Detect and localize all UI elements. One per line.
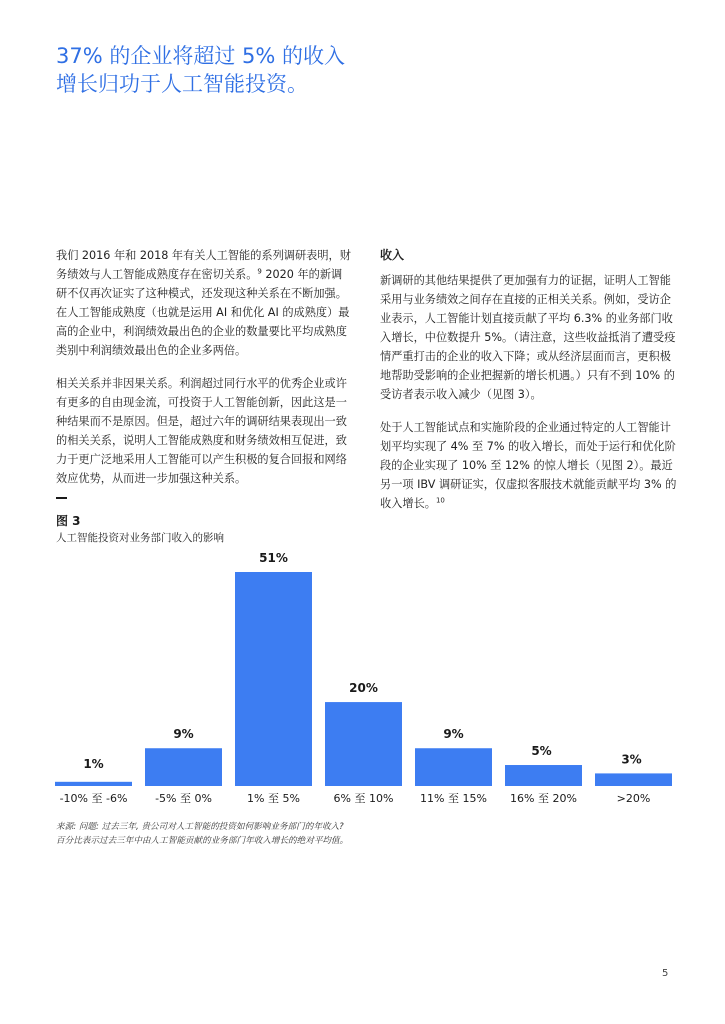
bar-value-label-2: 51% <box>259 551 288 565</box>
bar-0 <box>55 782 132 786</box>
category-label-0: -10% 至 -6% <box>59 792 128 805</box>
bar-value-label-5: 5% <box>531 744 552 759</box>
category-label-4: 11% 至 15% <box>420 792 487 805</box>
right-column <box>380 246 678 527</box>
bar-value-label-3: 20% <box>349 681 378 696</box>
bar-6 <box>595 773 672 786</box>
bar-chart <box>40 540 690 810</box>
left-paragraph-1-text-b: 2020 年的新调研不仅再次证实了这种模式，还发现这种关系在不断加强。在人工智能成熟度（也就是运用 AI 和优化 AI 的成熟度）最高的企业中，利润绩效最出色的企业的数量要比平均成熟度类别中利润绩效最出色的企业多两倍。 <box>56 268 350 357</box>
bar-1 <box>145 748 222 786</box>
right-paragraph-2-text: 处于人工智能试点和实施阶段的企业通过特定的人工智能计划平均实现了 4% 至 7% 的收入增长，而处于运行和优化阶段的企业实现了 10% 至 12% 的惊人增长（见图 2）。最近另一项 IBV 调研证实，仅虚拟客服技术就能贡献平均 3% 的收入增长。 <box>380 421 677 510</box>
category-label-5: 16% 至 20% <box>510 792 577 805</box>
bar-4 <box>415 748 492 786</box>
left-paragraph-1 <box>56 246 352 360</box>
figure-divider <box>56 497 67 499</box>
left-column <box>56 246 352 502</box>
section-heading-revenue: 收入 <box>380 248 405 262</box>
footnote-ref-9: 9 <box>257 267 262 276</box>
figure-label: 图 3 <box>56 514 81 528</box>
category-label-6: >20% <box>616 792 651 805</box>
right-paragraph-1: 新调研的其他结果提供了更加强有力的证据，证明人工智能采用与业务绩效之间存在直接的正相关关系。例如，受访企业表示，人工智能计划直接贡献了平均 6.3% 的业务部门收入增长，中位数提升 5%。（请注意，这些收益抵消了遭受疫情严重打击的企业的收入下降；或从经济层面而言，更积极地帮助受影响的企业把握新的增长机遇。）只有不到 10% 的受访者表示收入减少（见图 3）。 <box>380 274 676 401</box>
page-number: 5 <box>662 968 669 979</box>
title-line-2: 增长归功于人工智能投资。 <box>56 72 308 96</box>
title-line-1: 37% 的企业将超过 5% 的收入 <box>56 44 346 68</box>
source-line-1: 来源: 问题: 过去三年, 贵公司对人工智能的投资如何影响业务部门的年收入? <box>56 822 344 832</box>
category-label-3: 6% 至 10% <box>333 792 394 805</box>
bar-value-label-0: 1% <box>83 756 104 771</box>
source-note <box>56 820 656 848</box>
right-paragraph-2 <box>380 418 678 513</box>
bar-value-label-6: 3% <box>621 752 642 767</box>
source-line-2: 百分比表示过去三年中由人工智能贡献的业务部门年收入增长的绝对平均值。 <box>56 836 349 846</box>
bar-value-label-1: 9% <box>173 727 194 742</box>
bar-3 <box>325 702 402 786</box>
category-label-2: 1% 至 5% <box>247 792 300 805</box>
page-title <box>56 42 476 98</box>
left-paragraph-2: 相关关系并非因果关系。利润超过同行水平的优秀企业或许有更多的自由现金流，可投资于人工智能创新，因此这是一种结果而不是原因。但是，超过六年的调研结果表现出一致的相关关系，说明人工智能成熟度和财务绩效相互促进，致力于更广泛地采用人工智能可以产生积极的复合回报和网络效应优势，从而进一步加强这种关系。 <box>56 377 347 485</box>
category-label-1: -5% 至 0% <box>155 792 212 805</box>
bar-2 <box>235 572 312 786</box>
left-paragraph-1-text-a: 我们 2016 年和 2018 年有关人工智能的系列调研表明，财务绩效与人工智能成熟度存在密切关系。 <box>56 249 351 281</box>
bar-5 <box>505 765 582 786</box>
footnote-ref-10: 10 <box>435 496 445 505</box>
bar-value-label-4: 9% <box>443 727 464 742</box>
figure-caption: 人工智能投资对业务部门收入的影响 <box>56 532 224 544</box>
